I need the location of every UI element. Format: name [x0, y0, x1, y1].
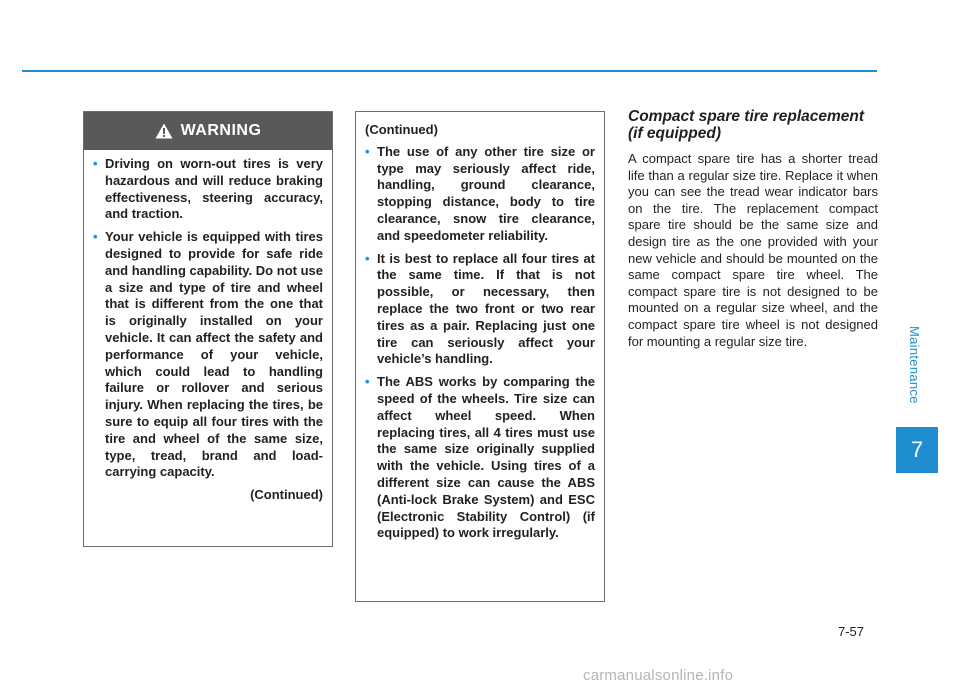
bullet-icon: •: [365, 143, 370, 159]
warning-box: [83, 111, 333, 547]
warning-item: • The use of any other tire size or type may seriously affect ride, handling, ground clearance, stopping distance, body to tire clearance, snow tire clearance, and speedometer reliability.: [365, 143, 595, 243]
warning-item: • Your vehicle is equipped with tires designed to provide for safe ride and handling capability. Do not use a size and type of tire and wheel that is different from the one that is originally installed on your vehicle. It can affect the safety and performance of your vehicle, which could lead to handling failure or rollover and serious injury. When replacing the tires, be sure to equip all four tires with the tire and wheel of the same size, type, tread, brand and load-carrying capacity.: [93, 229, 323, 480]
warning-triangle-icon: [155, 123, 173, 139]
warning-item: • Driving on worn-out tires is very hazardous and will reduce braking effectiveness, steering accuracy, and traction.: [93, 156, 323, 222]
chapter-label: Maintenance: [907, 326, 922, 404]
warning-body: [84, 150, 332, 504]
warning-item: • The ABS works by comparing the speed of the wheels. Tire size can affect wheel speed. When replacing tires, all 4 tires must use the same size originally supplied with the vehicle. Using tires of a different size can cause the ABS (Anti-lock Brake System) and ESC (Electronic Stability Control) (if equipped) to work irregularly.: [365, 374, 595, 541]
section-body: A compact spare tire has a shorter tread life than a regular size tire. Replace it when you can see the tread wear indicator bars on the tire. The replacement compact spare tire should be the same size and design tire as the one provided with your new vehicle and should be mounted on the same compact spare tire wheel. The compact spare tire is not designed to be mounted on a regular size wheel, and the compact spare tire wheel is not designed for mounting a regular size tire.: [628, 151, 878, 349]
chapter-tab: 7: [896, 427, 938, 473]
continued-heading: (Continued): [365, 122, 438, 137]
warning-header: [84, 112, 332, 150]
bullet-icon: •: [365, 250, 370, 266]
bullet-icon: •: [93, 156, 98, 171]
warning-title: WARNING: [180, 122, 262, 139]
bullet-icon: •: [365, 374, 370, 390]
warning-item: • It is best to replace all four tires at the same time. If that is not possible, or necessary, then replace the two front or two rear tires as a pair. Replacing just one tire can seriously affect your vehicle’s handling.: [365, 250, 595, 367]
page-number: 7-57: [838, 624, 865, 639]
continuation-body: [356, 112, 604, 542]
watermark: carmanualsonline.info: [583, 667, 734, 684]
warning-continuation-box: [355, 111, 605, 602]
spare-tire-section: [628, 108, 878, 350]
bullet-icon: •: [93, 229, 98, 245]
continued-note: (Continued): [250, 487, 323, 503]
header-rule: [22, 70, 877, 72]
section-title: Compact spare tire replacement (if equipped): [628, 108, 865, 142]
